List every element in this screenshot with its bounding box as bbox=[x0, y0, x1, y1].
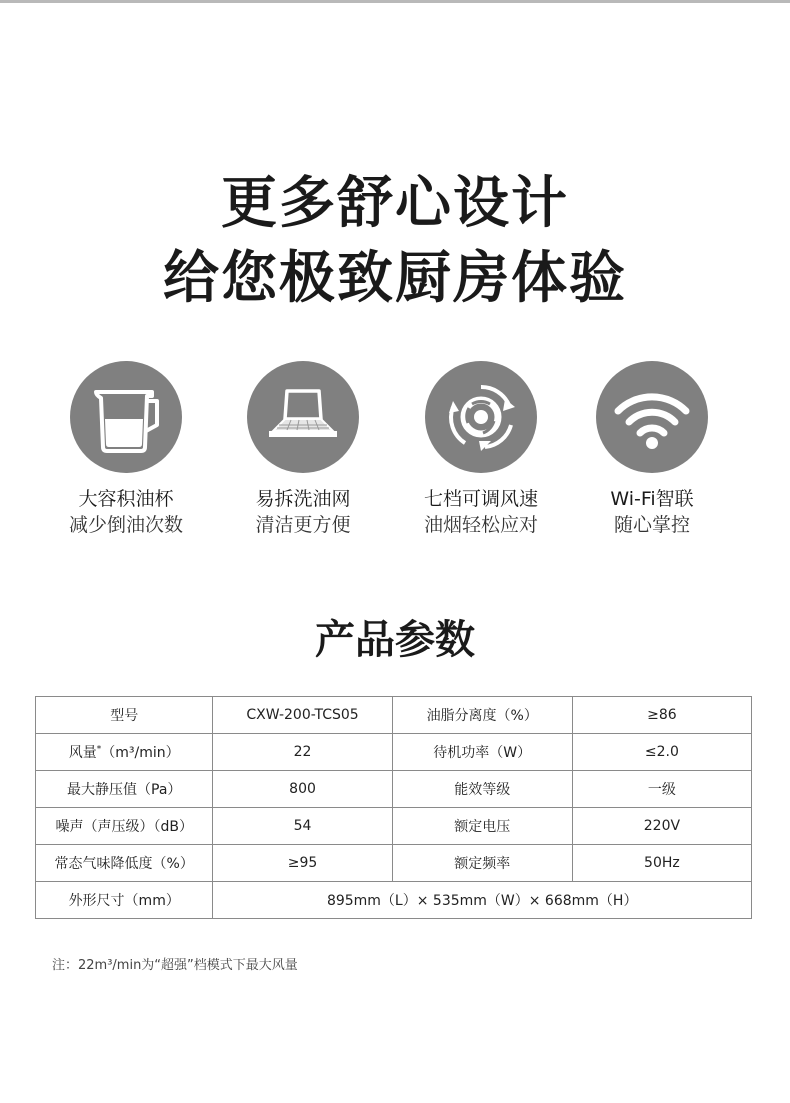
top-divider bbox=[0, 0, 790, 3]
spec-value: ≥86 bbox=[572, 697, 751, 734]
spec-value: 50Hz bbox=[572, 845, 751, 882]
spec-value: 一级 bbox=[572, 771, 751, 808]
feature-subtitle: 减少倒油次数 bbox=[68, 514, 183, 536]
spec-value: CXW-200-TCS05 bbox=[213, 697, 392, 734]
spec-value: 220V bbox=[572, 808, 751, 845]
spec-label: 常态气味降低度（%） bbox=[36, 845, 213, 882]
spec-label: 能效等级 bbox=[392, 771, 572, 808]
footnote: 注：22m³/min为“超强”档模式下最大风量 bbox=[52, 958, 298, 973]
spec-label: 外形尺寸（mm） bbox=[36, 882, 213, 919]
spec-label: 待机功率（W） bbox=[392, 734, 572, 771]
spec-label: 型号 bbox=[36, 697, 213, 734]
spec-label: 额定电压 bbox=[392, 808, 572, 845]
spec-label: 额定频率 bbox=[392, 845, 572, 882]
feature-title: 易拆洗油网 bbox=[255, 488, 351, 510]
feature-title: Wi-Fi智联 bbox=[610, 488, 694, 510]
table-row bbox=[36, 882, 752, 919]
feature-oil-filter bbox=[213, 361, 393, 538]
feature-title: 七档可调风速 bbox=[423, 488, 538, 510]
spec-value: 895mm（L）× 535mm（W）× 668mm（H） bbox=[213, 882, 752, 919]
fan-speed-icon bbox=[425, 361, 537, 473]
spec-label: 油脂分离度（%） bbox=[392, 697, 572, 734]
feature-wifi bbox=[562, 361, 742, 538]
feature-subtitle: 油烟轻松应对 bbox=[423, 514, 538, 536]
spec-value: 800 bbox=[213, 771, 392, 808]
spec-label-unit: （m³/min） bbox=[101, 745, 180, 761]
spec-label: 最大静压值（Pa） bbox=[36, 771, 213, 808]
spec-value: 22 bbox=[213, 734, 392, 771]
feature-subtitle: 随心掌控 bbox=[613, 514, 690, 536]
table-row bbox=[36, 771, 752, 808]
specs-table bbox=[35, 696, 752, 919]
specs-title: 产品参数 bbox=[315, 617, 475, 663]
spec-label: 噪声（声压级）（dB） bbox=[36, 808, 213, 845]
feature-oil-cup bbox=[36, 361, 216, 538]
table-row bbox=[36, 808, 752, 845]
table-row bbox=[36, 697, 752, 734]
spec-value: ≥95 bbox=[213, 845, 392, 882]
wifi-icon bbox=[596, 361, 708, 473]
headline-line-2: 给您极致厨房体验 bbox=[163, 246, 627, 311]
headline-line-1: 更多舒心设计 bbox=[221, 171, 569, 236]
spec-value: 54 bbox=[213, 808, 392, 845]
oil-cup-icon bbox=[70, 361, 182, 473]
feature-title: 大容积油杯 bbox=[78, 488, 174, 510]
footnote-marker: * bbox=[96, 744, 102, 755]
oil-filter-icon bbox=[247, 361, 359, 473]
table-row bbox=[36, 734, 752, 771]
spec-label bbox=[36, 734, 213, 771]
spec-label-text: 风量 bbox=[68, 745, 97, 761]
feature-subtitle: 清洁更方便 bbox=[255, 514, 351, 536]
table-row bbox=[36, 845, 752, 882]
feature-fan-speed bbox=[391, 361, 571, 538]
spec-value: ≤2.0 bbox=[572, 734, 751, 771]
